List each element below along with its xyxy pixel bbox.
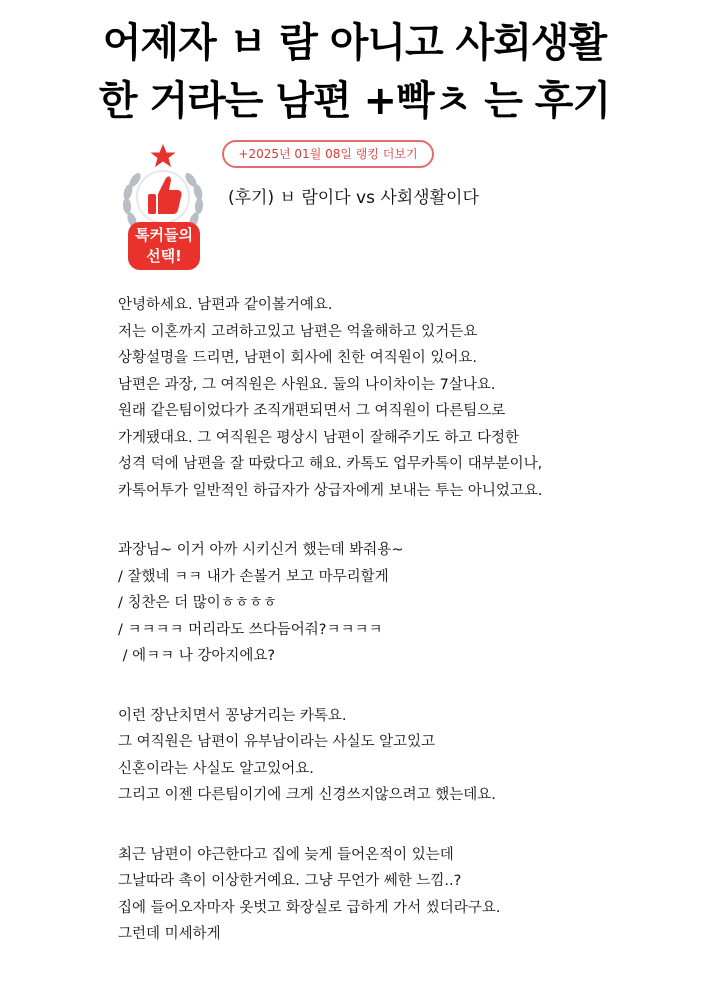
paragraph-recent: [118, 842, 698, 948]
body-line: / 잘했네 ㅋㅋ 내가 손볼거 보고 마무리할게: [118, 568, 389, 585]
body-line: 신혼이라는 사실도 알고있어요.: [118, 760, 314, 777]
paragraph-intro: [118, 292, 698, 504]
headline: [0, 14, 709, 130]
paragraph-context: [118, 703, 698, 809]
body-line: 가게됐대요. 그 여직원은 평상시 남편이 잘해주기도 하고 다정한: [118, 429, 520, 446]
ranking-more-link[interactable]: +2025년 01월 08일 랭킹 더보기: [222, 140, 434, 168]
body-line: 저는 이혼까지 고려하고있고 남편은 억울해하고 있거든요: [118, 323, 478, 340]
body-line: 원래 같은팀이었다가 조직개편되면서 그 여직원이 다른팀으로: [118, 403, 506, 419]
paragraph-chat-quote: [118, 537, 698, 670]
badge-label-line-1: 톡커들의: [135, 226, 193, 244]
badge-label-line-2: 선택!: [146, 247, 182, 265]
body-line: 카톡어투가 일반적인 하급자가 상급자에게 보내는 투는 아니었고요.: [118, 482, 543, 499]
body-line: / 칭찬은 더 많이ㅎㅎㅎㅎ: [118, 595, 277, 611]
body-line: 상황설명을 드리면, 남편이 회사에 친한 여직원이 있어요.: [118, 350, 478, 366]
headline-line-1: 어제자 ㅂ 람 아니고 사회생활: [102, 20, 607, 66]
body-line: 남편은 과장, 그 여직원은 사원요. 둘의 나이차이는 7살나요.: [118, 376, 496, 393]
body-line: 그런데 미세하게: [118, 926, 221, 942]
body-line: 집에 들어오자마자 옷벗고 화장실로 급하게 가서 씼더라구요.: [118, 899, 501, 916]
headline-line-2: 한 거라는 남편 +빡ㅊ 는 후기: [98, 78, 611, 124]
toker-choice-badge: [118, 142, 208, 277]
post-body: [118, 292, 698, 981]
body-line: 이런 장난치면서 꽁냥거리는 카톡요.: [118, 707, 347, 724]
body-line: 그리고 이젠 다른팀이기에 크게 신경쓰지않으려고 했는데요.: [118, 787, 496, 803]
body-line: 안녕하세요. 남편과 같이볼거예요.: [118, 297, 333, 313]
body-line: / 에ㅋㅋ 나 강아지에요?: [118, 648, 276, 664]
body-line: 성격 덕에 남편을 잘 따랐다고 해요. 카톡도 업무카톡이 대부분이나,: [118, 456, 543, 472]
body-line: 그 여직원은 남편이 유부남이라는 사실도 알고있고: [118, 734, 436, 750]
body-line: 과장님~ 이거 아까 시키신거 했는데 봐줘용~: [118, 542, 404, 558]
body-line: 최근 남편이 야근한다고 집에 늦게 들어온적이 있는데: [118, 846, 454, 863]
body-line: 그날따라 촉이 이상한거예요. 그냥 무언가 쎄한 느낌..?: [118, 873, 462, 889]
body-line: / ㅋㅋㅋㅋ 머리라도 쓰다듬어줘?ㅋㅋㅋㅋ: [118, 621, 383, 638]
post-title: (후기) ㅂ 람이다 vs 사회생활이다: [228, 188, 479, 208]
badge-label: [128, 222, 200, 270]
